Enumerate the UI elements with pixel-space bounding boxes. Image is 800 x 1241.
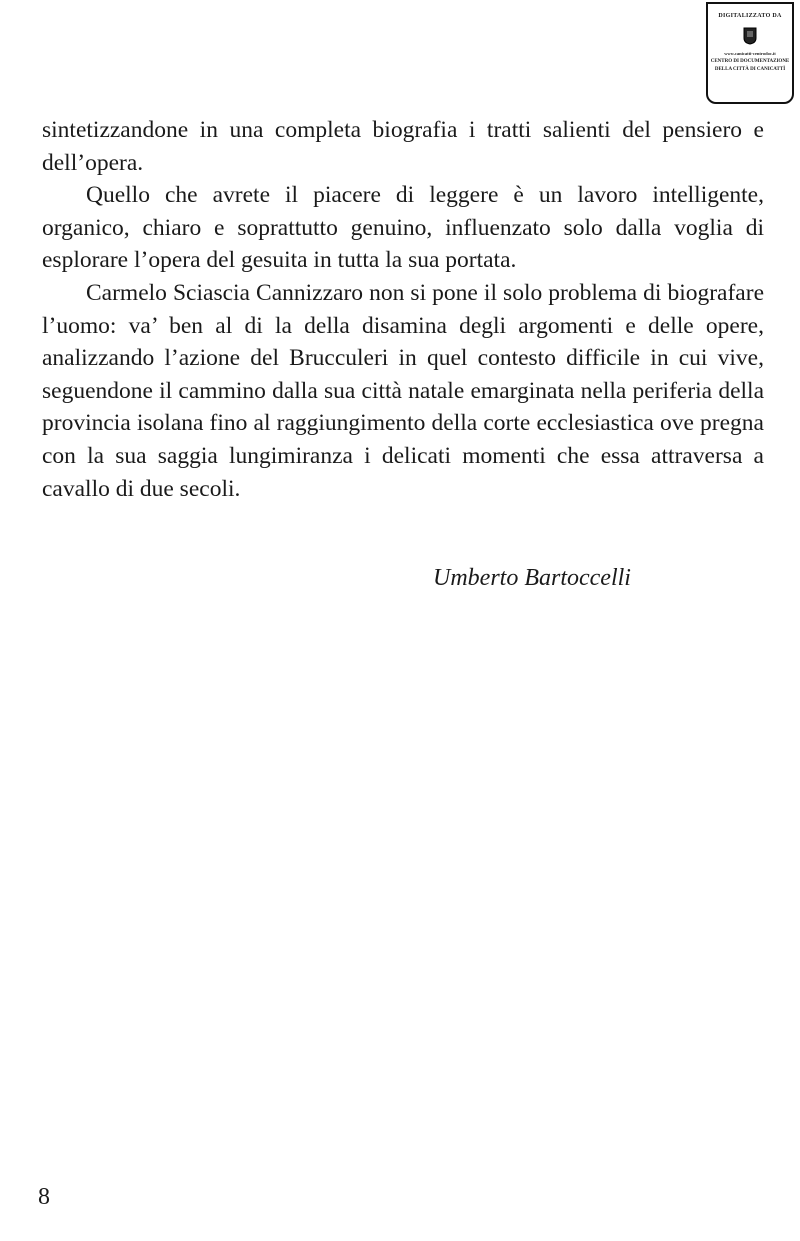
stamp-line-1: CENTRO DI DOCUMENTAZIONE [710, 59, 790, 64]
paragraph-1: sintetizzandone in una completa biografia i tratti salienti del pensiero e dell’opera. [42, 117, 764, 176]
author-signature: Umberto Bartoccelli [433, 565, 631, 591]
paragraph-2: Quello che avrete il piacere di leggere è un lavoro intelligente, organico, chiaro e soprattutto genuino, influenzato solo dalla voglia di esplorare l’opera del gesuita in tutta la sua portata. [42, 182, 764, 274]
stamp-line-2: DELLA CITTÀ DI CANICATTÌ [714, 67, 786, 72]
paragraph-3: Carmelo Sciascia Cannizzaro non si pone il solo problema di biografare l’uomo: va’ ben al di la della disamina degli argomenti e delle opere, analizzando l’azione del Brucculeri in quel contesto difficile in cui vive, seguendone il cammino dalla sua città natale emarginata nella periferia della provincia isolana fino al raggiungimento della corte ecclesiastica ove pregna con la sua saggia lungimiranza i delicati momenti che essa attraversa a cavallo di due secoli. [42, 279, 764, 502]
body-text [42, 114, 764, 505]
stamp-title: DIGITALIZZATO DA [718, 13, 782, 19]
coat-of-arms-icon [743, 27, 757, 45]
digitization-stamp [706, 2, 794, 104]
page-number: 8 [38, 1184, 50, 1210]
stamp-url: www.canicatti-centrodoc.it [724, 51, 776, 56]
